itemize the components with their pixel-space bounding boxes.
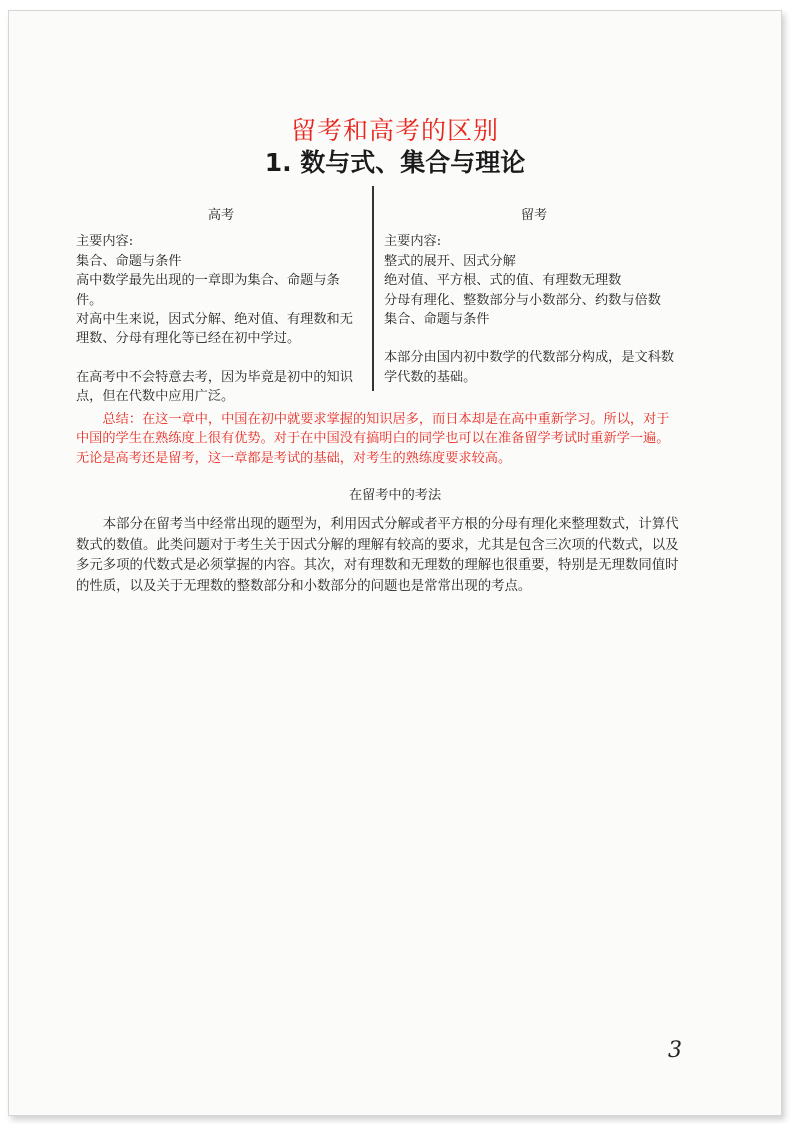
liukao-line: 整式的展开、因式分解 (384, 253, 516, 269)
liukao-column (384, 206, 684, 387)
section-title: 1. 数与式、集合与理论 (264, 148, 526, 177)
liukao-line: 主要内容: (384, 234, 442, 250)
liukao-line: 绝对值、平方根、式的值、有理数无理数 (384, 273, 622, 289)
liukao-heading: 留考 (520, 208, 548, 223)
gaokao-line: 对高中生来说，因式分解、绝对值、有理数和无理数、分母有理化等已经在初中学过。 (76, 312, 353, 347)
gaokao-line: 在高考中不会特意去考，因为毕竟是初中的知识点，但在代数中应用广泛。 (76, 369, 353, 405)
summary-paragraph: 总结：在这一章中，中国在初中就要求掌握的知识居多，而日本却是在高中重新学习。所以，对于中国的学生在熟练度上很有优势。对于在中国没有搞明白的同学也可以在准备留学考试时重新学一遍。无论是高考还是留考，这一章都是考试的基础，对考生的熟练度要求较高。 (76, 412, 670, 466)
page-number: 3 (668, 1038, 682, 1063)
liukao-line: 本部分由国内初中数学的代数部分构成，是文科数学代数的基础。 (384, 350, 675, 385)
gaokao-column (76, 206, 366, 407)
column-divider (372, 186, 374, 391)
gaokao-line: 集合、命题与条件 (76, 253, 182, 269)
exam-section-body: 本部分在留考当中经常出现的题型为，利用因式分解或者平方根的分母有理化来整理数式，计算代数式的数值。此类问题对于考生关于因式分解的理解有较高的要求，尤其是包含三次项的代数式，以及多元多项的代数式是必须掌握的内容。其次，对有理数和无理数的理解也很重要，特别是无理数同值时的性质，以及关于无理数的整数部分和小数部分的问题也是常常出现的考点。 (76, 517, 679, 594)
liukao-line: 分母有理化、整数部分与小数部分、约数与倍数 (384, 292, 661, 308)
exam-section-heading: 在留考中的考法 (348, 488, 442, 503)
gaokao-heading: 高考 (207, 208, 235, 223)
gaokao-line: 主要内容: (76, 234, 134, 250)
gaokao-line: 高中数学最先出现的一章即为集合、命题与条件。 (76, 273, 340, 308)
liukao-line: 集合、命题与条件 (384, 312, 490, 328)
page-title: 留考和高考的区别 (290, 116, 499, 145)
